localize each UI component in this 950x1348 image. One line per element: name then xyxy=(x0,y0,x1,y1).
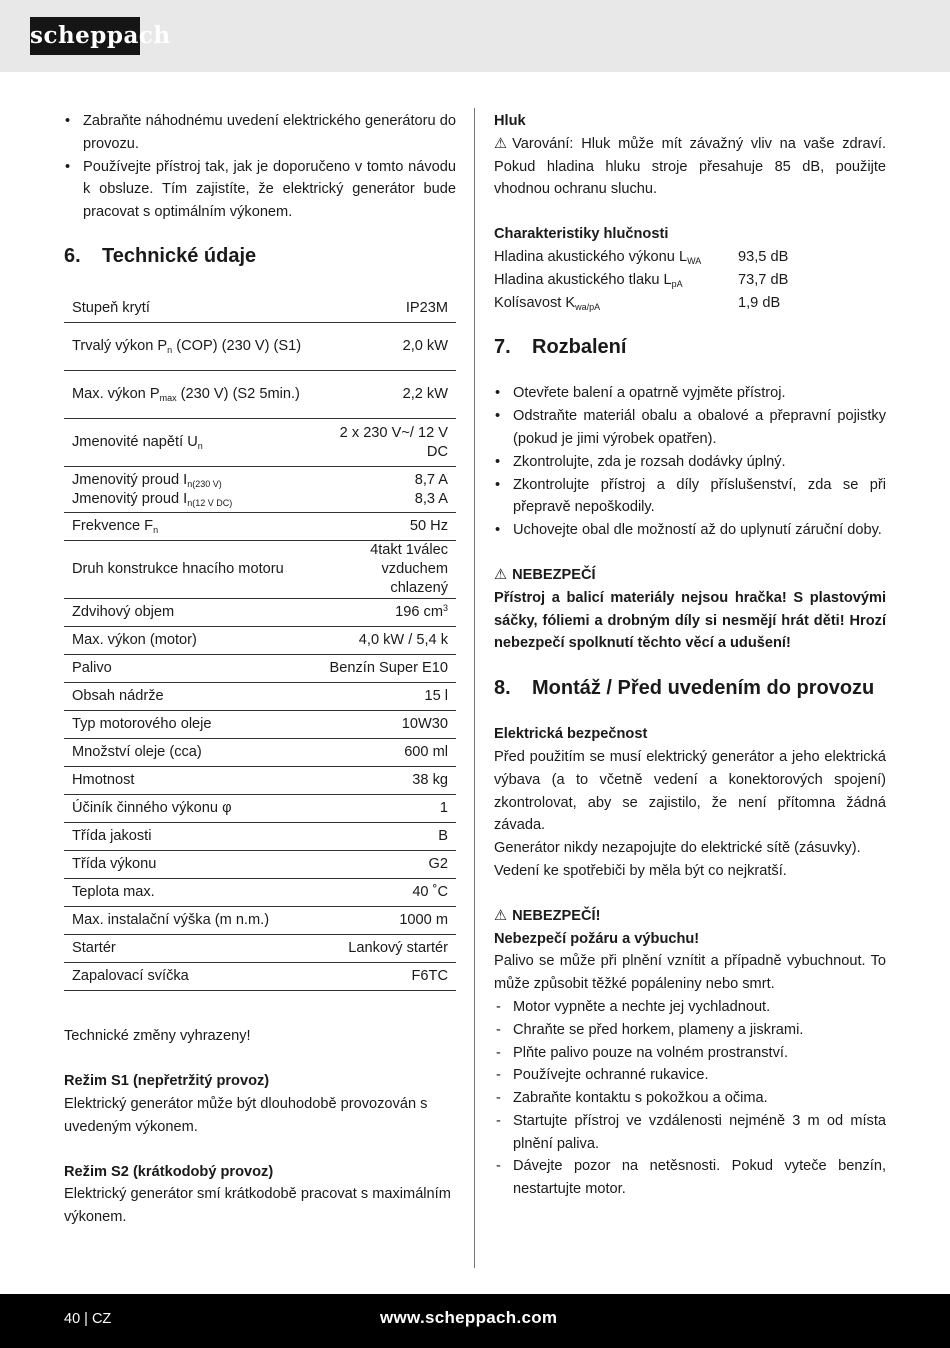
table-row: Max. instalační výška (m n.m.) 1000 m xyxy=(64,907,456,935)
table-row: Teplota max. 40 ˚C xyxy=(64,879,456,907)
table-row: Startér Lankový startér xyxy=(64,935,456,963)
page-number: 40 | CZ xyxy=(64,1311,112,1327)
table-row: Stupeň krytí IP23M xyxy=(64,295,456,323)
noise-title: Charakteristiky hlučnosti xyxy=(494,226,669,243)
section-heading-6: 6. Technické údaje xyxy=(64,244,257,267)
table-row: Zapalovací svíčka F6TC xyxy=(64,963,456,991)
table-row: Druh konstrukce hnacího motoru 4takt 1válec vzduchem chlazený xyxy=(64,541,456,599)
table-row: Hmotnost 38 kg xyxy=(64,767,456,795)
warning-triangle-icon: ⚠ xyxy=(494,907,508,924)
s1-title: Režim S1 (nepřetržitý provoz) xyxy=(64,1073,270,1090)
danger-label: ⚠ NEBEZPEČÍ! xyxy=(494,905,886,928)
danger-text: Přístroj a balicí materiály nejsou hračka! S plastovými sáčky, fóliemi a drobným díly si nesmějí hrát děti! Hrozí nebezpečí spolknutí těchto věcí a udušení! xyxy=(494,589,886,652)
table-row: Palivo Benzín Super E10 xyxy=(64,655,456,683)
list-item: • Používejte přístroj tak, jak je doporučeno v tomto návodu k obsluze. Tím zajistíte, že elektrický generátor bude pracovat s optimálním výkonem. xyxy=(64,156,456,224)
list-item: • Odstraňte materiál obalu a obalové a přepravní pojistky (pokud je jimi výrobek opatřen). xyxy=(494,405,886,451)
table-row: Jmenovité napětí $U_n$ 2 x 230 V~/ 12 V DC xyxy=(64,419,456,467)
page-header xyxy=(0,0,950,72)
intro-bullet-list xyxy=(64,110,456,224)
scheppach-logo: scheppach xyxy=(30,17,140,55)
page-footer xyxy=(0,1294,950,1348)
list-item: • Zabraňte náhodnému uvedení elektrického generátoru do provozu. xyxy=(64,110,456,156)
list-item: - Startujte přístroj ve vzdálenosti nejméně 3 m od místa plnění paliva. xyxy=(494,1110,886,1156)
table-row: Účiník činného výkonu φ 1 xyxy=(64,795,456,823)
fuel-dash-list xyxy=(494,996,886,1201)
hluk-title: Hluk xyxy=(494,113,526,129)
right-column xyxy=(494,110,886,1201)
elec-text: Před použitím se musí elektrický generátor a jeho elektrická výbava (a to včetně vedení a konektorových spojení) zkontrolovat, aby se zajistilo, že není přítomna žádná závada. xyxy=(494,748,886,834)
table-row: Jmenovitý proud $I_{n(230 V)}$ Jmenovitý proud $I_{n(12 V DC)}$ 8,7 A 8,3 A xyxy=(64,467,456,513)
warning-triangle-icon: ⚠ xyxy=(494,135,508,152)
noise-table xyxy=(494,246,788,314)
table-row: Obsah nádrže 15 l xyxy=(64,683,456,711)
column-divider xyxy=(474,108,475,1268)
list-item: - Zabraňte kontaktu s pokožkou a očima. xyxy=(494,1087,886,1110)
danger-title: Nebezpečí požáru a výbuchu! xyxy=(494,930,700,947)
warning-triangle-icon: ⚠ xyxy=(494,566,508,583)
hluk-warning: ⚠ Varování: Hluk může mít závažný vliv na vaše zdraví. Pokud hladina hluku stroje přesahuje 85 dB, použijte vhodnou ochranu sluchu. xyxy=(494,133,886,201)
table-row: Zdvihový objem 196 $cm^3$ xyxy=(64,599,456,627)
left-column xyxy=(64,110,456,1229)
table-row: Typ motorového oleje 10W30 xyxy=(64,711,456,739)
list-item: - Používejte ochranné rukavice. xyxy=(494,1064,886,1087)
list-item: - Dávejte pozor na netěsnosti. Pokud vyteče benzín, nestartujte motor. xyxy=(494,1155,886,1201)
unpack-bullet-list xyxy=(494,382,886,542)
list-item: • Zkontrolujte přístroj a díly příslušenství, zda se při přepravě nepoškodily. xyxy=(494,474,886,520)
table-row: Třída výkonu G2 xyxy=(64,851,456,879)
elec-title: Elektrická bezpečnost xyxy=(494,726,648,743)
table-row: Kolísavost $K_{wa/pA}$ 1,9 dB xyxy=(494,294,781,312)
list-item: - Plňte palivo pouze na volném prostranství. xyxy=(494,1042,886,1065)
list-item: - Motor vypněte a nechte jej vychladnout. xyxy=(494,996,886,1019)
table-row: Max. výkon $P_{max}$ (230 V) (S2 5min.) 2,2 kW xyxy=(64,371,456,419)
s2-title: Režim S2 (krátkodobý provoz) xyxy=(64,1163,274,1180)
list-item: • Zkontrolujte, zda je rozsah dodávky úplný. xyxy=(494,451,886,474)
table-row: Třída jakosti B xyxy=(64,823,456,851)
danger-label: ⚠ NEBEZPEČÍ xyxy=(494,564,886,587)
table-row: Frekvence $F_n$ 50 Hz xyxy=(64,513,456,541)
website-url: www.scheppach.com xyxy=(380,1308,558,1327)
section-heading-7: 7. Rozbalení xyxy=(494,336,627,359)
s2-text: Elektrický generátor smí krátkodobě pracovat s maximálním výkonem. xyxy=(64,1186,451,1226)
elec-text: Generátor nikdy nezapojujte do elektrické sítě (zásuvky). xyxy=(494,840,861,857)
section-heading-8: 8. Montáž / Před uvedením do provozu xyxy=(494,677,875,700)
s1-text: Elektrický generátor může být dlouhodobě provozován s uvedeným výkonem. xyxy=(64,1096,428,1135)
list-item: • Uchovejte obal dle možností až do uplynutí záruční doby. xyxy=(494,519,886,542)
table-row: Hladina akustického výkonu $L_{WA}$ 93,5 dB xyxy=(494,248,789,266)
table-row: Trvalý výkon $P_n$ (COP) (230 V) (S1) 2,0 kW xyxy=(64,323,456,371)
table-row: Max. výkon (motor) 4,0 kW / 5,4 k xyxy=(64,627,456,655)
elec-text: Vedení ke spotřebiči by měla být co nejkratší. xyxy=(494,862,787,879)
table-row: Hladina akustického tlaku $L_{pA}$ 73,7 dB xyxy=(494,271,789,289)
tech-changes-note: Technické změny vyhrazeny! xyxy=(64,1028,251,1045)
spec-table xyxy=(64,295,456,992)
table-row: Množství oleje (cca) 600 ml xyxy=(64,739,456,767)
list-item: - Chraňte se před horkem, plameny a jiskrami. xyxy=(494,1019,886,1042)
list-item: • Otevřete balení a opatrně vyjměte přístroj. xyxy=(494,382,886,405)
danger-text: Palivo se může při plnění vznítit a případně vybuchnout. To může způsobit těžké popáleniny nebo smrt. xyxy=(494,953,886,993)
